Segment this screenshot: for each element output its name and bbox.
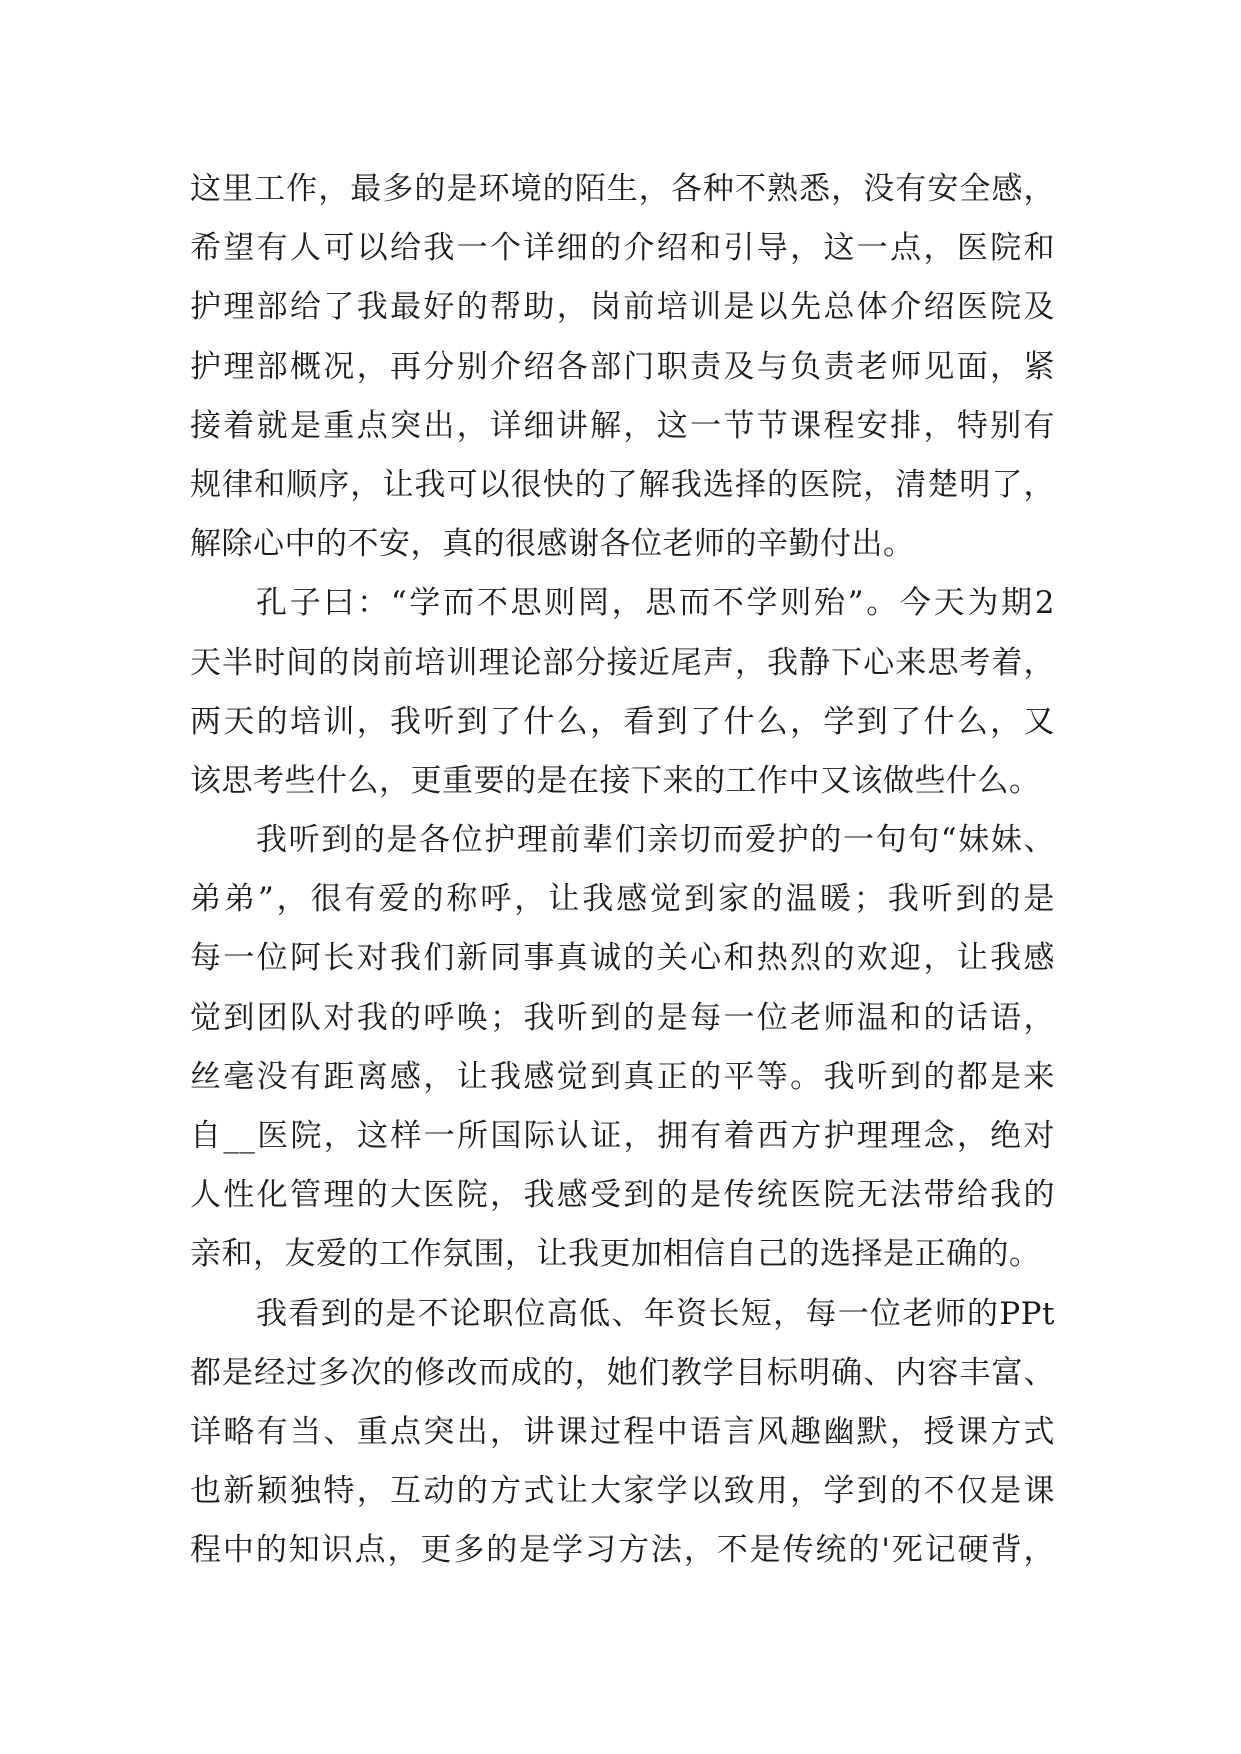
paragraph-first-line: 孔子曰：“学而不思则罔，思而不学则殆”。今天为期2 (256, 585, 1055, 622)
text-line: 每一位阿长对我们新同事真诚的关心和热烈的欢迎，让我感 (190, 940, 1055, 977)
body-text (190, 160, 1055, 1581)
text-line: 规律和顺序，让我可以很快的了解我选择的医院，清楚明了， (190, 466, 1055, 503)
text-line: 人性化管理的大医院，我感受到的是传统医院无法带给我的 (190, 1177, 1055, 1214)
text-line: 解除心中的不安，真的很感谢各位老师的辛勤付出。 (190, 526, 915, 563)
text-line: 详略有当、重点突出，讲课过程中语言风趣幽默，授课方式 (190, 1413, 1055, 1450)
paragraph-first-line: 我看到的是不论职位高低、年资长短，每一位老师的PPt (256, 1295, 1055, 1332)
text-line: 天半时间的岗前培训理论部分接近尾声，我静下心来思考着， (190, 644, 1055, 681)
text-line: 程中的知识点，更多的是学习方法，不是传统的'死记硬背， (190, 1532, 1055, 1569)
text-line: 丝毫没有距离感，让我感觉到真正的平等。我听到的都是来 (190, 1058, 1055, 1095)
text-line: 接着就是重点突出，详细讲解，这一节节课程安排，特别有 (190, 407, 1055, 444)
text-line: 护理部给了我最好的帮助，岗前培训是以先总体介绍医院及 (190, 289, 1055, 326)
text-line: 自__医院，这样一所国际认证，拥有着西方护理理念，绝对 (190, 1118, 1055, 1154)
text-line: 护理部概况，再分别介绍各部门职责及与负责老师见面，紧 (190, 348, 1055, 385)
text-line: 觉到团队对我的呼唤；我听到的是每一位老师温和的话语， (190, 999, 1055, 1036)
text-line: 都是经过多次的修改而成的，她们教学目标明确、内容丰富、 (190, 1354, 1055, 1391)
text-line: 亲和，友爱的工作氛围，让我更加相信自己的选择是正确的。 (190, 1236, 1041, 1273)
text-line: 也新颖独特，互动的方式让大家学以致用，学到的不仅是课 (190, 1473, 1055, 1510)
text-line: 该思考些什么，更重要的是在接下来的工作中又该做些什么。 (190, 762, 1041, 799)
text-line: 这里工作，最多的是环境的陌生，各种不熟悉，没有安全感， (190, 171, 1055, 207)
text-line: 希望有人可以给我一个详细的介绍和引导，这一点，医院和 (190, 230, 1055, 267)
text-line: 两天的培训，我听到了什么，看到了什么，学到了什么，又 (190, 703, 1055, 740)
text-line: 弟弟”，很有爱的称呼，让我感觉到家的温暖；我听到的是 (190, 881, 1055, 918)
paragraph-first-line: 我听到的是各位护理前辈们亲切而爱护的一句句“妹妹、 (256, 822, 1055, 859)
